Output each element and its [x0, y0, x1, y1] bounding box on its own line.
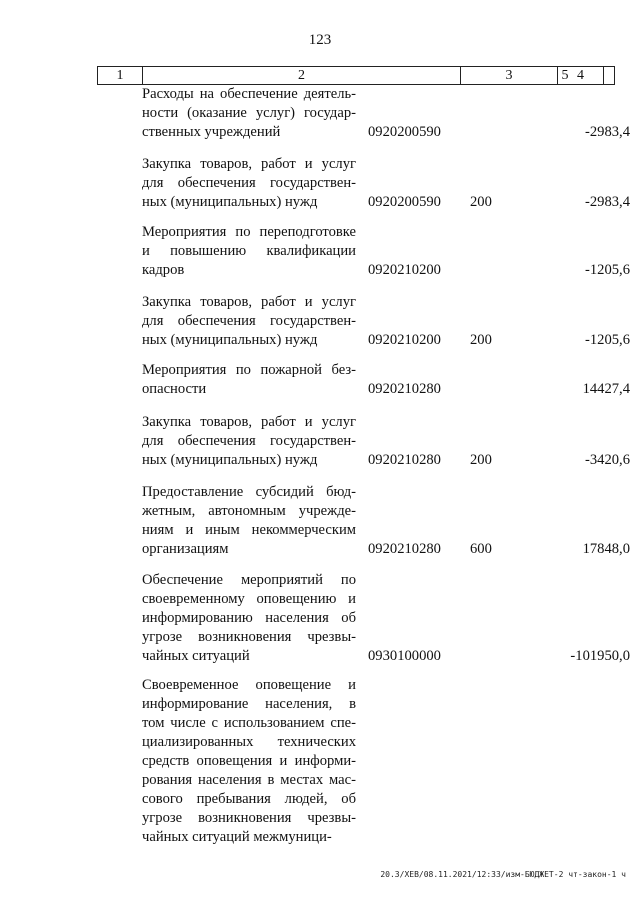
row-code: 0930100000 [368, 648, 441, 664]
row-code: 0920210200 [368, 262, 441, 278]
row-name-line: Мероприятия по пожарной без- [142, 362, 356, 378]
row-code: 0920210280 [368, 452, 441, 468]
row-amount: -2983,4 [585, 124, 630, 140]
header-col-5: 5 [561, 68, 569, 83]
row-name-line: ных (муниципальных) нужд [142, 194, 318, 210]
row-name-line: информирование населения, в [142, 696, 356, 712]
header-col-2: 2 [143, 67, 461, 84]
row-name-line: циализированных технических [142, 734, 356, 750]
row-name-line: кадров [142, 262, 185, 278]
row-name-line: для обеспечения государствен- [142, 175, 356, 191]
row-name-line: ных (муниципальных) нужд [142, 332, 318, 348]
row-name [142, 155, 356, 212]
row-name-line: информированию населения об [142, 610, 356, 626]
header-col-5-cell [604, 67, 616, 84]
row-amount: -2983,4 [585, 194, 630, 210]
row-name-line: Обеспечение мероприятий по [142, 572, 356, 588]
row-name-line: рования населения в местах мас- [142, 772, 356, 788]
row-name-line: Закупка товаров, работ и услуг [142, 294, 356, 310]
row-name [142, 676, 356, 847]
row-name-line: Мероприятия по переподготовке [142, 224, 356, 240]
header-col-1: 1 [98, 67, 143, 84]
row-name-line: чайных ситуаций [142, 648, 250, 664]
row-amount: -1205,6 [585, 262, 630, 278]
header-col-3: 3 [461, 67, 558, 84]
row-name-line: жетным, автономным учрежде- [142, 503, 356, 519]
header-col-4: 4 [558, 67, 604, 84]
row-name-line: своевременному оповещению и [142, 591, 356, 607]
row-expense-type: 200 [470, 332, 492, 348]
row-expense-type: 200 [470, 452, 492, 468]
row-name-line: ственных учреждений [142, 124, 281, 140]
row-name-line: Предоставление субсидий бюд- [142, 484, 356, 500]
row-name [142, 223, 356, 280]
row-code: 0920210200 [368, 332, 441, 348]
row-code: 0920210280 [368, 541, 441, 557]
row-name-line: Закупка товаров, работ и услуг [142, 414, 356, 430]
row-name [142, 483, 356, 559]
row-name-line: Своевременное оповещение и [142, 677, 356, 693]
row-name [142, 413, 356, 470]
row-name-line: Расходы на обеспечение деятель- [142, 86, 356, 102]
row-name-line: угрозе возникновения чрезвы- [142, 629, 356, 645]
row-name-line: сового пребывания людей, об [142, 791, 356, 807]
row-name-line: опасности [142, 381, 207, 397]
row-name [142, 85, 356, 142]
row-name-line: и повышению квалификации [142, 243, 356, 259]
row-amount: 14427,4 [582, 381, 630, 397]
row-name-line: ности (оказание услуг) государ- [142, 105, 356, 121]
row-name [142, 571, 356, 666]
row-name [142, 361, 356, 399]
row-name-line: для обеспечения государствен- [142, 433, 356, 449]
footer-stamp: 20.3/ХЕВ/08.11.2021/12:33/изм-БЮДЖЕТ-2 чт-закон-1 ч [380, 870, 626, 879]
row-name-line: чайных ситуаций межмуници- [142, 829, 332, 845]
row-name-line: том числе с использованием спе- [142, 715, 356, 731]
row-code: 0920200590 [368, 124, 441, 140]
row-name-line: Закупка товаров, работ и услуг [142, 156, 356, 172]
row-expense-type: 200 [470, 194, 492, 210]
row-name-line: ниям и иным некоммерческим [142, 522, 356, 538]
row-code: 0920210280 [368, 381, 441, 397]
row-amount: -3420,6 [585, 452, 630, 468]
row-name-line: организациям [142, 541, 229, 557]
row-expense-type: 600 [470, 541, 492, 557]
row-name-line: ных (муниципальных) нужд [142, 452, 318, 468]
row-name [142, 293, 356, 350]
row-amount: -1205,6 [585, 332, 630, 348]
row-name-line: средств оповещения и информи- [142, 753, 356, 769]
row-code: 0920200590 [368, 194, 441, 210]
table-header [97, 66, 615, 85]
row-amount: -101950,0 [570, 648, 630, 664]
row-amount: 17848,0 [582, 541, 630, 557]
row-name-line: угрозе возникновения чрезвы- [142, 810, 356, 826]
page-number: 123 [308, 32, 332, 48]
row-name-line: для обеспечения государствен- [142, 313, 356, 329]
